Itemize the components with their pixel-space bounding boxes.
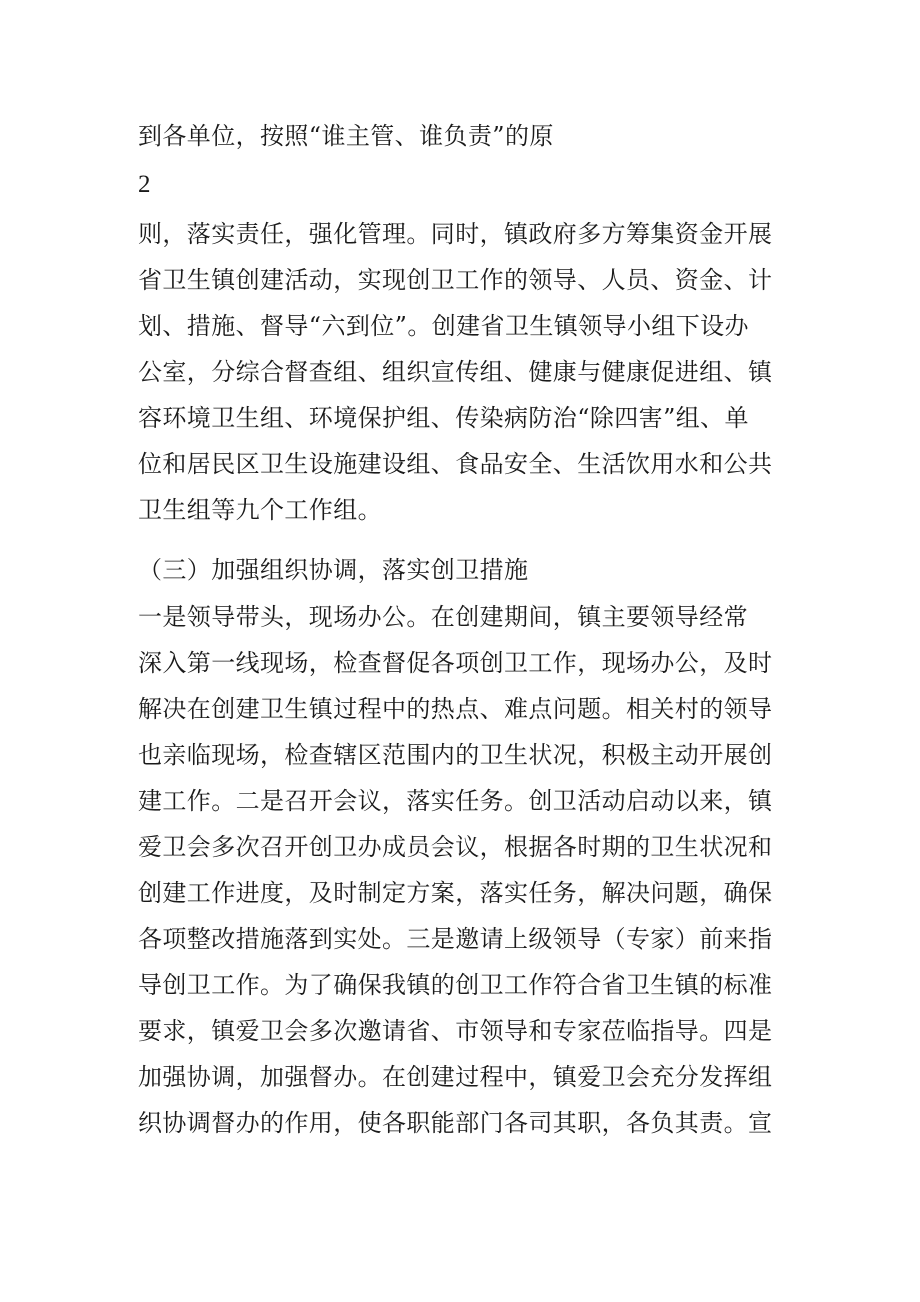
paragraph-1-line-7: 卫生组等九个工作组。 xyxy=(138,496,382,524)
paragraph-2-line-6: 爱卫会多次召开创卫办成员会议，根据各时期的卫生状况和 xyxy=(138,833,773,861)
paragraph-2-line-11: 加强协调，加强督办。在创建过程中，镇爱卫会充分发挥组 xyxy=(138,1063,773,1091)
paragraph-2-line-8: 各项整改措施落到实处。三是邀请上级领导（专家）前来指 xyxy=(138,925,773,953)
paragraph-2-line-9: 导创卫工作。为了确保我镇的创卫工作符合省卫生镇的标准 xyxy=(138,971,773,999)
paragraph-2-line-4: 也亲临现场，检查辖区范围内的卫生状况，积极主动开展创 xyxy=(138,741,773,769)
page-number: 2 xyxy=(138,171,151,198)
paragraph-1-line-3: 划、措施、督导“六到位”。创建省卫生镇领导小组下设办 xyxy=(138,312,749,340)
paragraph-1-line-6: 位和居民区卫生设施建设组、食品安全、生活饮用水和公共 xyxy=(138,450,773,478)
paragraph-2-line-3: 解决在创建卫生镇过程中的热点、难点问题。相关村的领导 xyxy=(138,695,773,723)
paragraph-2-line-1: 一是领导带头，现场办公。在创建期间，镇主要领导经常 xyxy=(138,603,748,631)
paragraph-1-line-2: 省卫生镇创建活动，实现创卫工作的领导、人员、资金、计 xyxy=(138,266,773,294)
text-line-fragment: 到各单位，按照“谁主管、谁负责”的原 xyxy=(138,122,554,150)
paragraph-2-line-7: 创建工作进度，及时制定方案，落实任务，解决问题，确保 xyxy=(138,879,773,907)
paragraph-1-line-4: 公室，分综合督查组、组织宣传组、健康与健康促进组、镇 xyxy=(138,358,773,386)
paragraph-1-line-1: 则，落实责任，强化管理。同时，镇政府多方筹集资金开展 xyxy=(138,220,773,248)
paragraph-2-line-2: 深入第一线现场，检查督促各项创卫工作，现场办公，及时 xyxy=(138,649,773,677)
paragraph-2-line-12: 织协调督办的作用，使各职能部门各司其职，各负其责。宣 xyxy=(138,1109,773,1137)
paragraph-1-line-5: 容环境卫生组、环境保护组、传染病防治“除四害”组、单 xyxy=(138,404,749,432)
section-heading: （三）加强组织协调，落实创卫措施 xyxy=(138,556,529,584)
paragraph-2-line-10: 要求，镇爱卫会多次邀请省、市领导和专家莅临指导。四是 xyxy=(138,1017,773,1045)
paragraph-2-line-5: 建工作。二是召开会议，落实任务。创卫活动启动以来，镇 xyxy=(138,787,773,815)
